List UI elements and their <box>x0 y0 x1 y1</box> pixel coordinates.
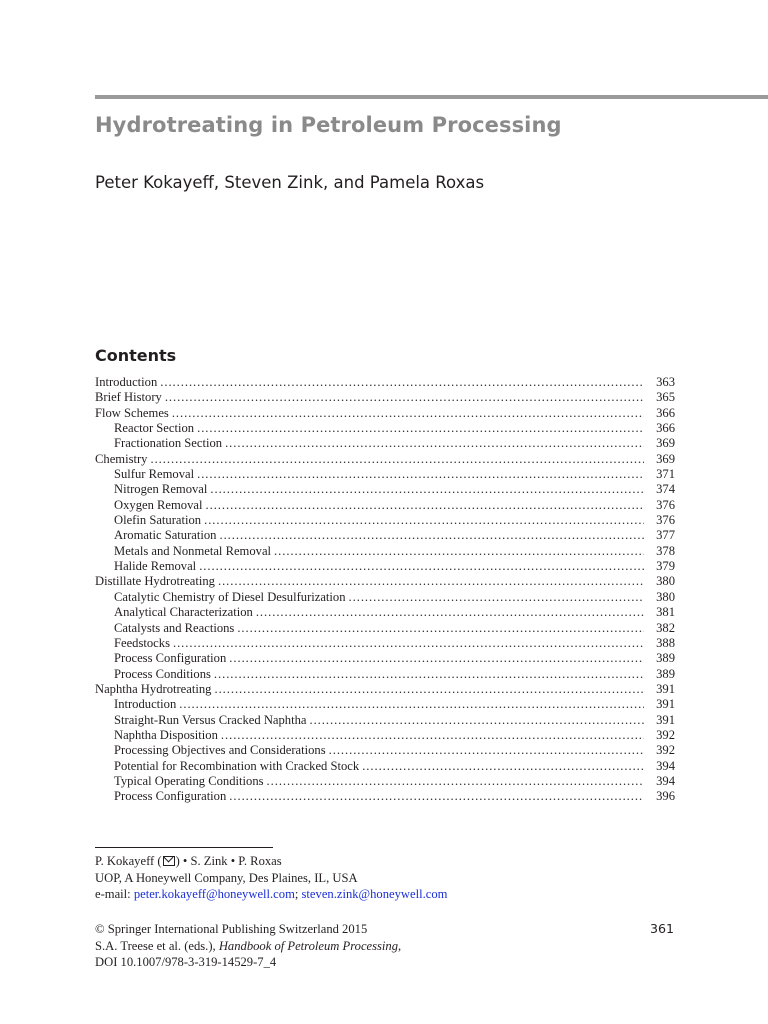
copyright-line: © Springer International Publishing Switzerland 2015 <box>95 922 368 936</box>
affiliation: UOP, A Honeywell Company, Des Plaines, IL, USA <box>95 870 358 885</box>
toc-entry-title: Process Configuration <box>114 651 227 666</box>
toc-entry-page: 381 <box>656 605 675 620</box>
email-label: e-mail: <box>95 887 134 901</box>
chapter-title: Hydrotreating in Petroleum Processing <box>95 113 562 137</box>
toc-leader-dots <box>219 528 644 543</box>
toc-leader-dots <box>349 590 644 605</box>
toc-entry-title: Chemistry <box>95 451 148 466</box>
toc-entry-page: 389 <box>656 666 675 681</box>
toc-entry[interactable] <box>95 528 675 543</box>
toc-leader-dots <box>172 406 644 421</box>
toc-entry[interactable] <box>95 759 675 774</box>
publisher-info <box>95 921 401 971</box>
toc-entry-title: Aromatic Saturation <box>114 528 217 543</box>
toc-leader-dots <box>309 713 644 728</box>
toc-entry-title: Flow Schemes <box>95 405 169 420</box>
toc-entry-page: 391 <box>656 681 675 696</box>
toc-entry[interactable] <box>95 743 675 758</box>
toc-entry-page: 380 <box>656 589 675 604</box>
toc-entry-page: 376 <box>656 513 675 528</box>
email-separator: ; <box>294 887 302 901</box>
toc-entry[interactable] <box>95 452 675 467</box>
toc-entry[interactable] <box>95 682 675 697</box>
toc-entry[interactable] <box>95 651 675 666</box>
toc-entry-page: 391 <box>656 712 675 727</box>
email-link-kokayeff[interactable]: peter.kokayeff@honeywell.com <box>133 887 295 901</box>
toc-leader-dots <box>362 759 644 774</box>
toc-leader-dots <box>160 375 644 390</box>
page-number: 361 <box>649 921 674 936</box>
toc-leader-dots <box>214 667 644 682</box>
toc-entry[interactable] <box>95 574 675 589</box>
toc-leader-dots <box>218 574 644 589</box>
toc-entry-page: 391 <box>656 697 675 712</box>
toc-entry[interactable] <box>95 406 675 421</box>
toc-entry-title: Process Conditions <box>114 666 211 681</box>
toc-entry[interactable] <box>95 375 675 390</box>
toc-entry[interactable] <box>95 482 675 497</box>
toc-entry[interactable] <box>95 605 675 620</box>
table-of-contents <box>95 375 675 805</box>
toc-entry-page: 379 <box>656 559 675 574</box>
toc-leader-dots <box>197 467 644 482</box>
toc-leader-dots <box>229 789 644 804</box>
toc-entry-page: 377 <box>656 528 675 543</box>
toc-entry-page: 394 <box>656 773 675 788</box>
toc-entry-title: Distillate Hydrotreating <box>95 574 215 589</box>
toc-entry[interactable] <box>95 636 675 651</box>
toc-entry-title: Naphtha Disposition <box>114 727 218 742</box>
email-line <box>95 886 447 903</box>
toc-entry[interactable] <box>95 559 675 574</box>
toc-entry-title: Olefin Saturation <box>114 513 202 528</box>
toc-entry-title: Naphtha Hydrotreating <box>95 681 212 696</box>
toc-leader-dots <box>199 559 644 574</box>
toc-entry-page: 369 <box>656 451 675 466</box>
toc-entry[interactable] <box>95 513 675 528</box>
toc-leader-dots <box>225 436 644 451</box>
toc-entry[interactable] <box>95 697 675 712</box>
toc-entry-page: 380 <box>656 574 675 589</box>
toc-entry-page: 374 <box>656 482 675 497</box>
toc-leader-dots <box>267 774 644 789</box>
footnote-rule <box>95 847 273 848</box>
toc-entry-title: Reactor Section <box>114 421 195 436</box>
toc-entry-title: Introduction <box>114 697 177 712</box>
toc-entry-title: Processing Objectives and Considerations <box>114 743 326 758</box>
editors-prefix: S.A. Treese et al. (eds.), <box>95 938 219 953</box>
toc-entry[interactable] <box>95 774 675 789</box>
toc-entry-title: Potential for Recombination with Cracked Stock <box>114 758 360 773</box>
toc-leader-dots <box>165 390 644 405</box>
toc-entry[interactable] <box>95 436 675 451</box>
toc-leader-dots <box>214 682 644 697</box>
toc-entry[interactable] <box>95 621 675 636</box>
author-footnote <box>95 853 447 903</box>
toc-leader-dots <box>274 544 644 559</box>
toc-entry-page: 388 <box>656 635 675 650</box>
toc-entry-page: 392 <box>656 743 675 758</box>
toc-entry[interactable] <box>95 498 675 513</box>
toc-entry-title: Nitrogen Removal <box>114 482 208 497</box>
toc-entry-page: 396 <box>656 789 675 804</box>
envelope-icon <box>163 856 175 866</box>
toc-leader-dots <box>179 697 644 712</box>
toc-entry-page: 378 <box>656 543 675 558</box>
toc-entry[interactable] <box>95 421 675 436</box>
toc-leader-dots <box>206 498 645 513</box>
toc-leader-dots <box>210 482 644 497</box>
toc-entry-page: 366 <box>656 405 675 420</box>
book-title: Handbook of Petroleum Processing <box>218 938 399 953</box>
toc-entry-title: Halide Removal <box>114 559 197 574</box>
toc-entry-page: 392 <box>656 727 675 742</box>
toc-entry-title: Sulfur Removal <box>114 467 195 482</box>
toc-entry-page: 369 <box>656 436 675 451</box>
toc-leader-dots <box>256 605 644 620</box>
toc-entry-title: Catalysts and Reactions <box>114 620 235 635</box>
toc-leader-dots <box>237 621 644 636</box>
toc-leader-dots <box>204 513 644 528</box>
toc-entry[interactable] <box>95 728 675 743</box>
contents-heading: Contents <box>95 346 177 365</box>
toc-entry[interactable] <box>95 590 675 605</box>
toc-entry-page: 365 <box>656 390 675 405</box>
toc-entry-title: Analytical Characterization <box>114 605 253 620</box>
toc-entry[interactable] <box>95 544 675 559</box>
toc-leader-dots <box>197 421 644 436</box>
toc-entry[interactable] <box>95 789 675 804</box>
toc-entry-title: Straight-Run Versus Cracked Naphtha <box>114 712 307 727</box>
toc-entry-page: 371 <box>656 467 675 482</box>
editors-suffix: , <box>398 938 402 953</box>
toc-entry-title: Metals and Nonmetal Removal <box>114 543 272 558</box>
toc-leader-dots <box>229 651 644 666</box>
toc-entry-title: Brief History <box>95 390 162 405</box>
citation-line <box>95 938 401 955</box>
toc-entry-page: 389 <box>656 651 675 666</box>
toc-entry-page: 366 <box>656 421 675 436</box>
toc-entry[interactable] <box>95 390 675 405</box>
toc-leader-dots <box>150 452 644 467</box>
toc-entry-page: 376 <box>656 497 675 512</box>
toc-entry-title: Feedstocks <box>114 635 170 650</box>
toc-entry-title: Oxygen Removal <box>114 497 203 512</box>
email-link-zink[interactable]: steven.zink@honeywell.com <box>301 887 448 901</box>
toc-entry-title: Typical Operating Conditions <box>114 773 264 788</box>
toc-entry-title: Process Configuration <box>114 789 227 804</box>
toc-entry-title: Introduction <box>95 375 158 389</box>
toc-entry[interactable] <box>95 667 675 682</box>
toc-entry-page: 363 <box>656 375 675 389</box>
toc-entry[interactable] <box>95 467 675 482</box>
doi-line: DOI 10.1007/978-3-319-14529-7_4 <box>95 955 277 969</box>
chapter-authors: Peter Kokayeff, Steven Zink, and Pamela Roxas <box>95 173 485 192</box>
toc-leader-dots <box>173 636 644 651</box>
toc-entry[interactable] <box>95 713 675 728</box>
author-line <box>95 853 447 870</box>
author-first: P. Kokayeff ( <box>95 854 162 868</box>
top-rule <box>95 95 768 99</box>
author-rest: ) • S. Zink • P. Roxas <box>175 854 282 868</box>
toc-entry-title: Fractionation Section <box>114 436 223 451</box>
toc-entry-page: 382 <box>656 620 675 635</box>
toc-leader-dots <box>221 728 644 743</box>
toc-leader-dots <box>329 743 644 758</box>
toc-entry-title: Catalytic Chemistry of Diesel Desulfurization <box>114 589 346 604</box>
toc-entry-page: 394 <box>656 758 675 773</box>
